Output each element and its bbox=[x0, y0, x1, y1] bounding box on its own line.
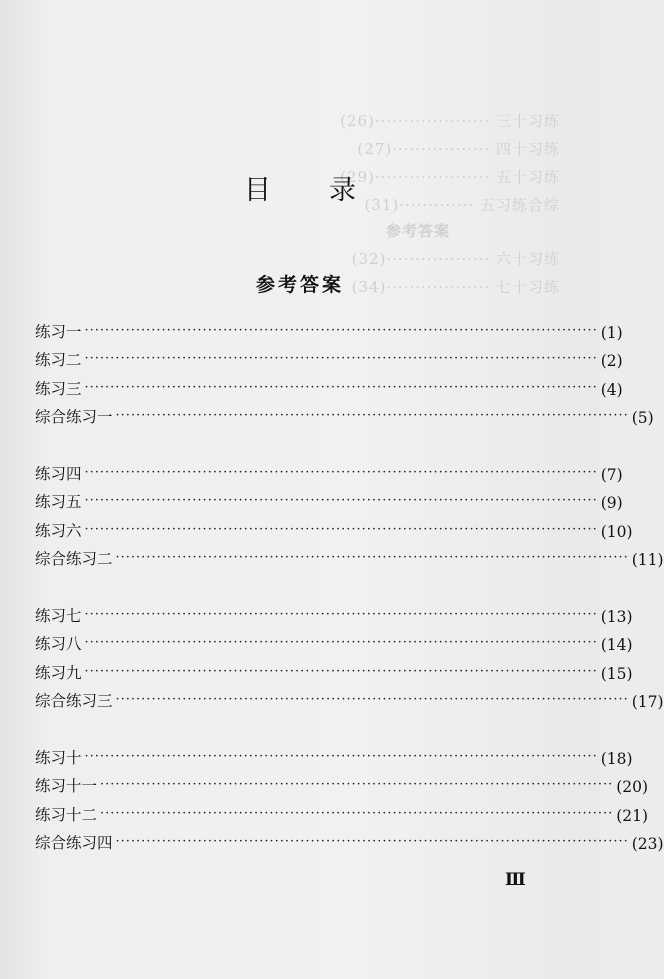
toc-entry-page: (10) bbox=[600, 522, 633, 541]
toc-entry[interactable] bbox=[35, 512, 633, 541]
page-title: 目录 bbox=[244, 175, 414, 206]
dot-leader: ···································································································· bbox=[84, 493, 598, 508]
bleed-through-line: (34)·················· 七十习练 bbox=[351, 278, 560, 296]
toc-entry-page: (2) bbox=[600, 352, 623, 370]
toc-entry[interactable] bbox=[35, 825, 664, 854]
dot-leader: ···································································································· bbox=[100, 805, 614, 821]
toc-entry[interactable] bbox=[35, 399, 654, 428]
dot-leader: ···································································································· bbox=[84, 521, 598, 537]
toc-entry-label: 练习十二 bbox=[35, 805, 98, 824]
toc-entry-page: (11) bbox=[631, 551, 664, 569]
toc-entry[interactable] bbox=[35, 313, 623, 342]
toc-entry[interactable] bbox=[35, 455, 623, 484]
dot-leader: ···································································································· bbox=[84, 635, 598, 650]
dot-leader: ···································································································· bbox=[115, 834, 629, 849]
dot-leader: ···································································································· bbox=[84, 663, 598, 679]
toc-group bbox=[35, 739, 664, 853]
toc-entry-label: 综合练习一 bbox=[35, 408, 113, 426]
toc-entry-page: (23) bbox=[631, 835, 664, 853]
toc-entry-label: 练习二 bbox=[35, 351, 82, 369]
toc-entry-label: 综合练习三 bbox=[35, 692, 113, 710]
toc-entry[interactable] bbox=[35, 597, 633, 626]
toc-entry[interactable] bbox=[35, 768, 649, 797]
toc-entry-label: 练习九 bbox=[35, 663, 82, 682]
toc-entry[interactable] bbox=[35, 654, 633, 683]
dot-leader: ···································································································· bbox=[100, 777, 614, 792]
toc-entry-page: (21) bbox=[616, 806, 649, 825]
bleed-through-line: (27)················· 四十习练 bbox=[357, 140, 560, 158]
dot-leader: ···································································································· bbox=[84, 606, 598, 622]
bleed-through-line: (26)···················· 三十习练 bbox=[340, 112, 560, 130]
toc-entry-page: (9) bbox=[600, 494, 623, 512]
bleed-through-line: (31)············· 五习练合综 bbox=[364, 196, 560, 214]
toc-group bbox=[35, 597, 664, 711]
table-of-contents bbox=[35, 313, 664, 881]
toc-entry[interactable] bbox=[35, 484, 623, 513]
toc-entry[interactable] bbox=[35, 626, 633, 655]
toc-entry-page: (20) bbox=[616, 778, 649, 796]
dot-leader: ···································································································· bbox=[84, 322, 598, 338]
toc-entry[interactable] bbox=[35, 370, 623, 399]
dot-leader: ···································································································· bbox=[115, 692, 629, 707]
toc-entry-label: 练习三 bbox=[35, 379, 82, 398]
toc-entry-page: (7) bbox=[600, 465, 623, 484]
toc-entry-label: 练习一 bbox=[35, 322, 82, 341]
toc-entry-page: (17) bbox=[631, 693, 664, 711]
section-heading: 参考答案 bbox=[255, 274, 344, 296]
dot-leader: ···································································································· bbox=[84, 379, 598, 395]
toc-entry-label: 练习八 bbox=[35, 635, 82, 653]
toc-entry-label: 练习十一 bbox=[35, 777, 98, 795]
dot-leader: ···································································································· bbox=[115, 550, 629, 565]
dot-leader: ···································································································· bbox=[115, 408, 629, 423]
toc-entry-page: (5) bbox=[631, 409, 654, 427]
dot-leader: ···································································································· bbox=[84, 464, 598, 480]
bleed-through-heading: 参考答案 bbox=[385, 222, 450, 240]
toc-entry[interactable] bbox=[35, 683, 664, 712]
dot-leader: ···································································································· bbox=[84, 748, 598, 764]
toc-entry-page: (14) bbox=[600, 636, 633, 654]
toc-entry-label: 综合练习四 bbox=[35, 834, 113, 852]
toc-entry[interactable] bbox=[35, 541, 664, 570]
toc-entry-label: 综合练习二 bbox=[35, 550, 113, 568]
toc-entry-label: 练习七 bbox=[35, 606, 82, 625]
page-number: Ⅲ bbox=[505, 870, 526, 890]
toc-group bbox=[35, 455, 664, 569]
bleed-through-line: (32)·················· 六十习练 bbox=[351, 250, 560, 268]
toc-entry-label: 练习四 bbox=[35, 464, 82, 483]
toc-entry-page: (1) bbox=[600, 323, 623, 342]
dot-leader: ···································································································· bbox=[84, 351, 598, 366]
toc-entry-page: (15) bbox=[600, 664, 633, 683]
toc-entry-page: (18) bbox=[600, 749, 633, 768]
bleed-through-line: (29)···················· 五十习练 bbox=[340, 168, 560, 186]
toc-entry[interactable] bbox=[35, 796, 649, 825]
toc-entry-page: (13) bbox=[600, 607, 633, 626]
toc-entry[interactable] bbox=[35, 739, 633, 768]
toc-entry[interactable] bbox=[35, 342, 623, 371]
toc-group bbox=[35, 313, 654, 427]
toc-entry-label: 练习六 bbox=[35, 521, 82, 540]
toc-entry-label: 练习十 bbox=[35, 748, 82, 767]
toc-entry-label: 练习五 bbox=[35, 493, 82, 511]
toc-entry-page: (4) bbox=[600, 380, 623, 399]
